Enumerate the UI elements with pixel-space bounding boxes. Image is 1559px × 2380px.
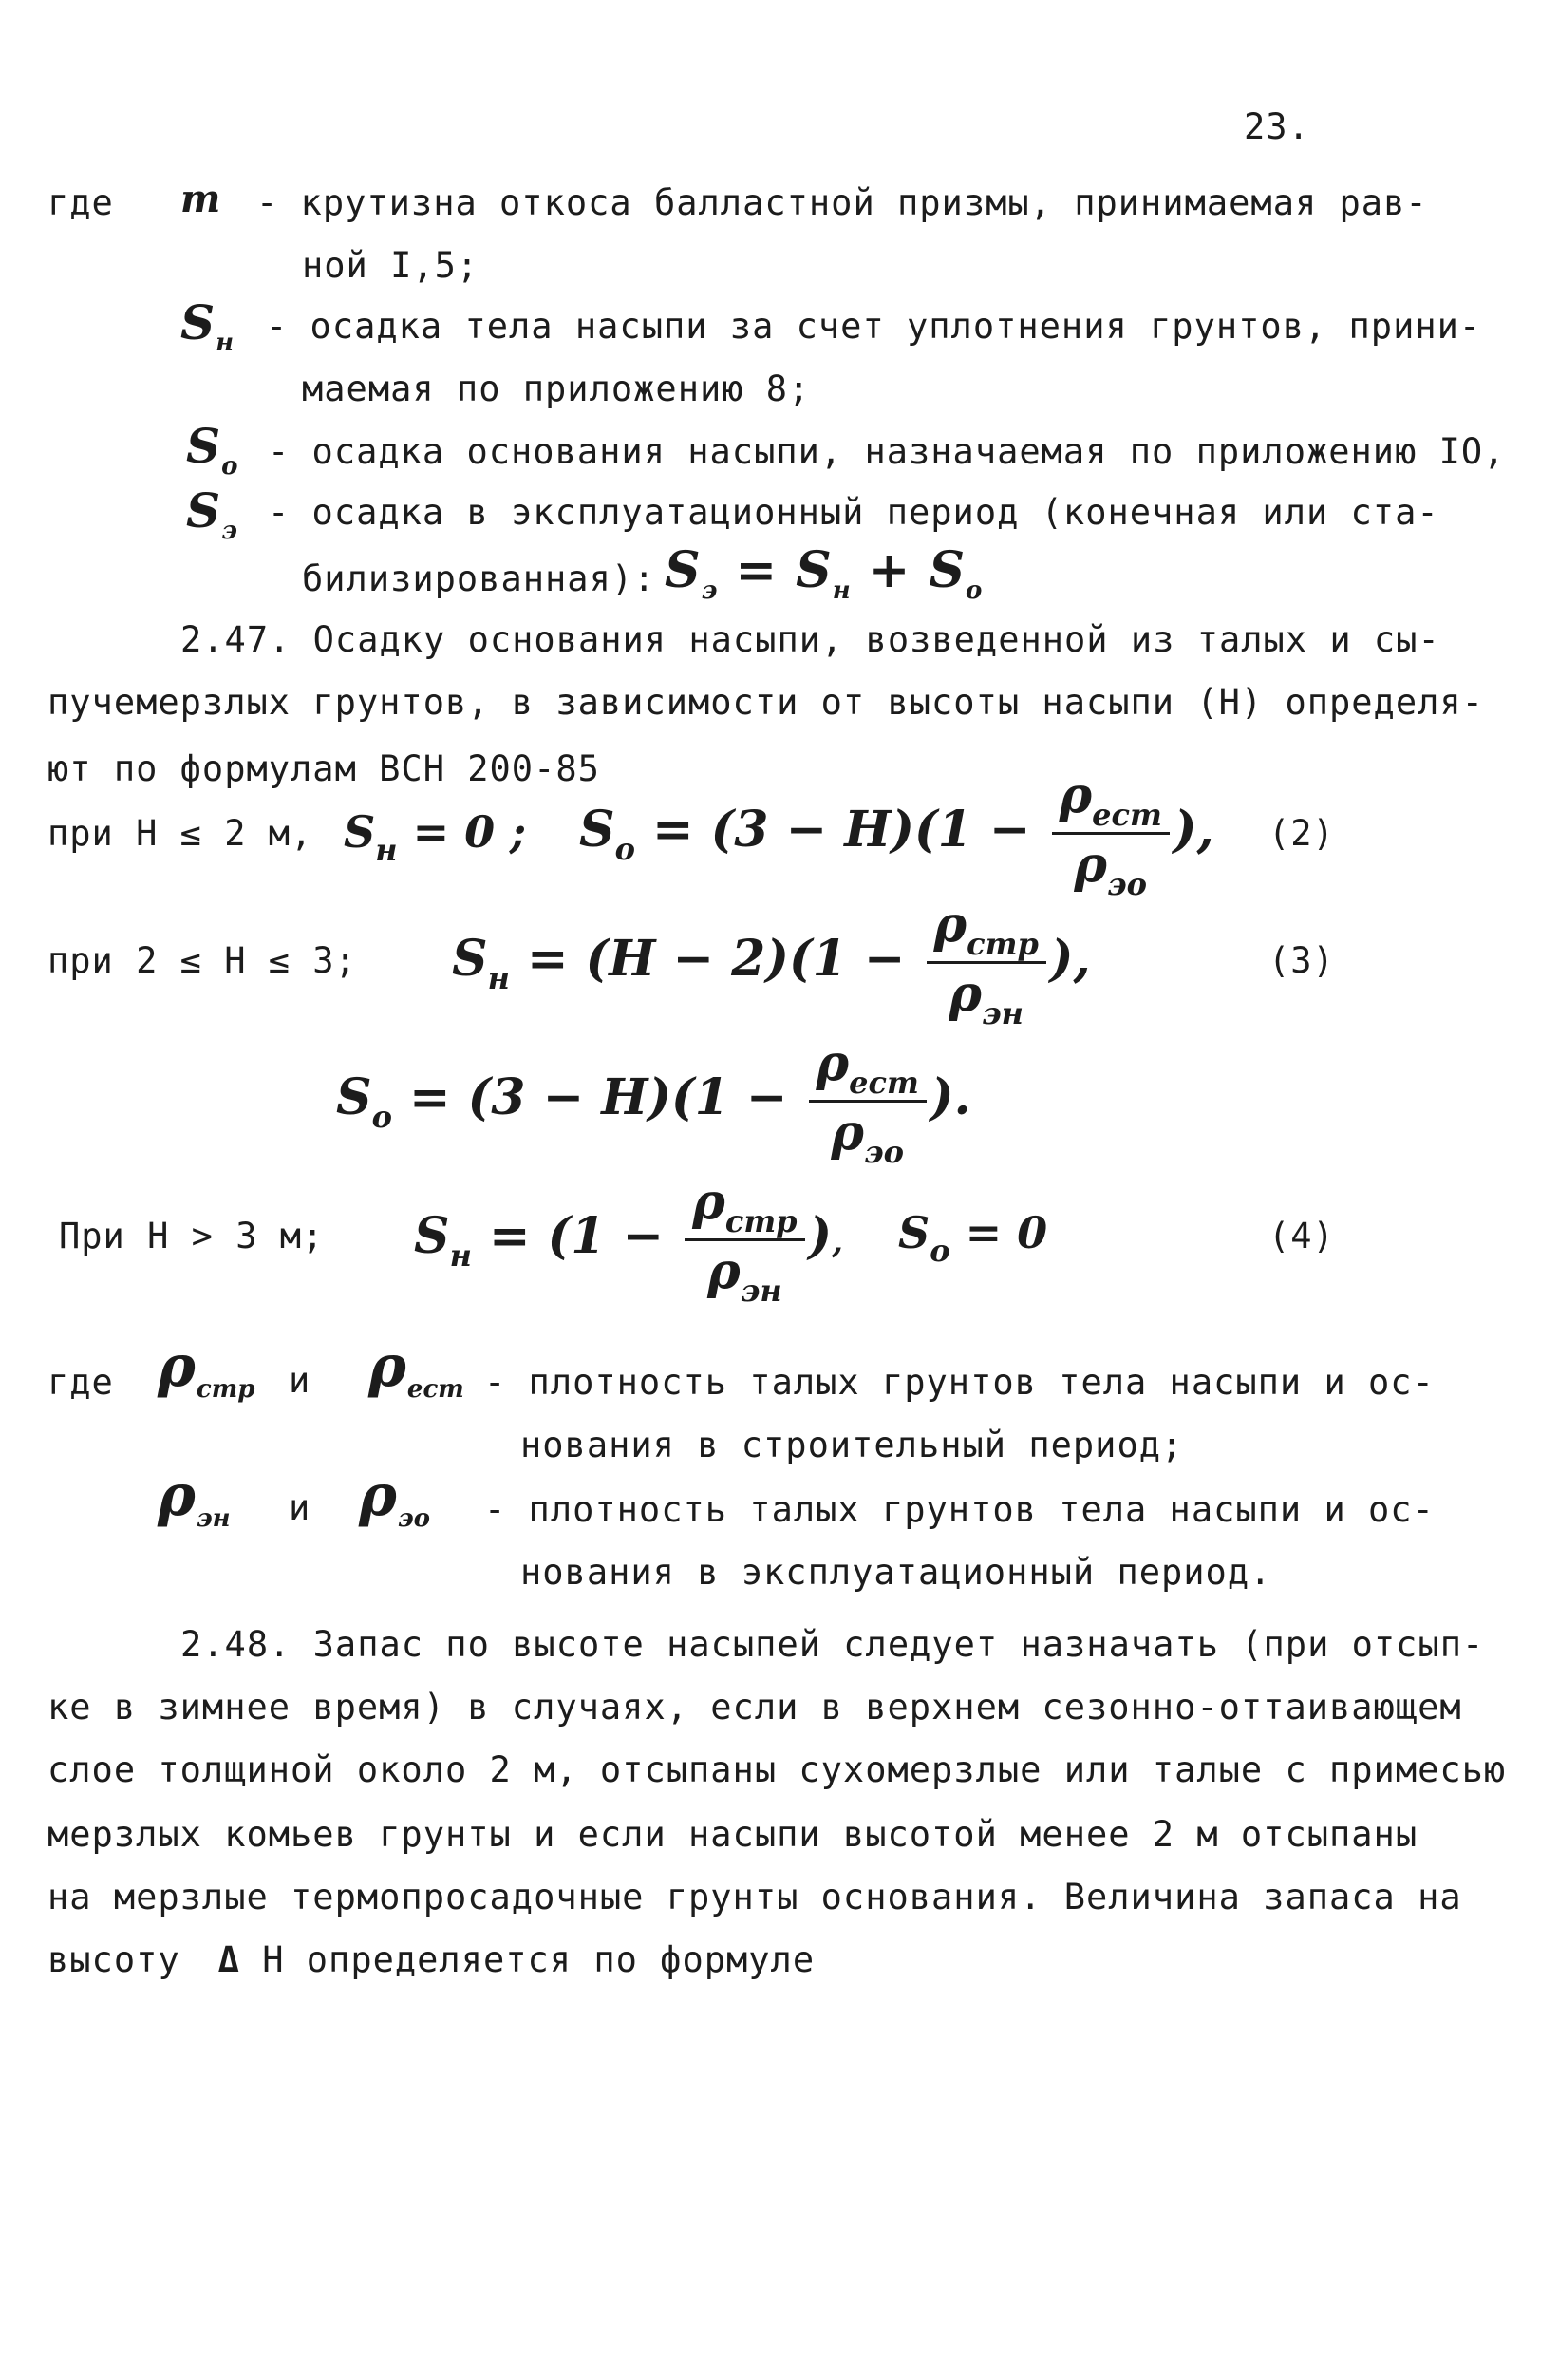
term-sn: $S_н$ (180, 294, 235, 357)
fraction-rho-str-over-rho-en: $\frac{\rho_{cтр}}{\rho_{эн}}$ (927, 897, 1046, 1029)
paragraph-2-47-line1: 2.47. Осадку основания насыпи, возведенной из талых и сы- (180, 619, 1440, 660)
term-rho-est: $\rho_{еcт}$ (368, 1333, 464, 1404)
equation-number-4: (4) (1268, 1216, 1335, 1256)
term-rho-en: $\rho_{эн}$ (158, 1463, 231, 1533)
term-m: m (180, 177, 222, 221)
delta-symbol: Δ (217, 1939, 240, 1980)
equation-number-2: (2) (1268, 813, 1335, 854)
equation-number-3: (3) (1268, 940, 1335, 981)
settlement-formula: $S_э = S_н + S_о$ (665, 541, 983, 605)
definition-sn-line2: маемая по приложению 8; (302, 368, 811, 409)
page-number: 23. (1244, 106, 1310, 147)
formula-2-so: $S_о = (3 - H)(1$ − $\frac{\rho_{еcт}}{\rho_{эо}}$ ), (579, 766, 1214, 902)
paragraph-2-48-line6: высоту Δ Н определяется по формуле (47, 1939, 816, 1980)
definition-m-line1: - крутизна откоса балластной призмы, принимаемая рав- (256, 182, 1428, 223)
definition-se-line1: - осадка в эксплуатационный период (конечная или ста- (268, 492, 1439, 533)
density-def-1-line2: нования в строительный период; (520, 1425, 1184, 1465)
formula-3-sh: $S_н = (H - 2)(1$ − $\frac{\rho_{cтр}}{\rho_{эн}}$ ), (452, 896, 1091, 1031)
paragraph-2-48-line5: на мерзлые термопросадочные грунты основания. Величина запаса на (47, 1877, 1462, 1917)
term-so: $S_о$ (186, 418, 238, 481)
fraction-rho-est-over-rho-eo: $\frac{\rho_{еcт}}{\rho_{эо}}$ (1052, 767, 1170, 899)
formula-4-sh: $S_н = (1$ − $\frac{\rho_{cтр}}{\rho_{эн}}$ ), (414, 1173, 843, 1309)
definition-so-line1: - осадка основания насыпи, назначаемая по приложению IO, (268, 431, 1506, 472)
paragraph-2-48-line1: 2.48. Запас по высоте насыпей следует назначать (при отсып- (180, 1624, 1485, 1665)
where-word-1: где (47, 182, 114, 223)
and-word-1: и (289, 1360, 311, 1401)
condition-h-gt-3: При Н > 3 м; (59, 1216, 325, 1256)
condition-2-le-h-le-3: при 2 ≤ Н ≤ 3; (47, 940, 357, 981)
definition-m-line2: ной I,5; (302, 245, 479, 286)
paragraph-2-48-line3: слое толщиной около 2 м, отсыпаны сухомерзлые или талые с примесью (47, 1749, 1507, 1790)
condition-h-le-2: при Н ≤ 2 м, (47, 813, 313, 854)
density-def-2-line1: - плотность талых грунтов тела насыпи и ос- (484, 1489, 1435, 1530)
density-def-1-line1: - плотность талых грунтов тела насыпи и ос- (484, 1362, 1435, 1403)
paragraph-2-47-line3: ют по формулам ВСН 200-85 (47, 748, 600, 789)
formula-2-sh: $S_н = 0$ ; (344, 806, 527, 868)
term-rho-eo: $\rho_{эо}$ (359, 1463, 431, 1533)
density-def-2-line2: нования в эксплуатационный период. (520, 1552, 1272, 1593)
fraction-rho-est-over-rho-eo-2: $\frac{\rho_{еcт}}{\rho_{эо}}$ (809, 1035, 927, 1167)
paragraph-2-48-line4: мерзлых комьев грунты и если насыпи высотой менее 2 м отсыпаны (47, 1814, 1418, 1855)
fraction-rho-str-over-rho-en-2: $\frac{\rho_{cтр}}{\rho_{эн}}$ (685, 1174, 804, 1306)
formula-3-so: $S_о = (3 - H)(1$ − $\frac{\rho_{еcт}}{\rho_{эо}}$ ). (336, 1034, 971, 1170)
term-se: $S_э$ (186, 482, 237, 545)
paragraph-2-47-line2: пучемерзлых грунтов, в зависимости от высоты насыпи (Н) определя- (47, 682, 1484, 723)
formula-4-so: $S_о = 0$ (898, 1207, 1048, 1269)
and-word-2: и (289, 1487, 311, 1528)
where-word-2: где (47, 1362, 114, 1403)
term-rho-str: $\rho_{cтр}$ (158, 1333, 255, 1404)
definition-se-line2: билизированная): (302, 558, 656, 599)
paragraph-2-48-line2: ке в зимнее время) в случаях, если в верхнем сезонно-оттаивающем (47, 1687, 1462, 1728)
definition-sn-line1: - осадка тела насыпи за счет уплотнения грунтов, прини- (266, 306, 1482, 347)
